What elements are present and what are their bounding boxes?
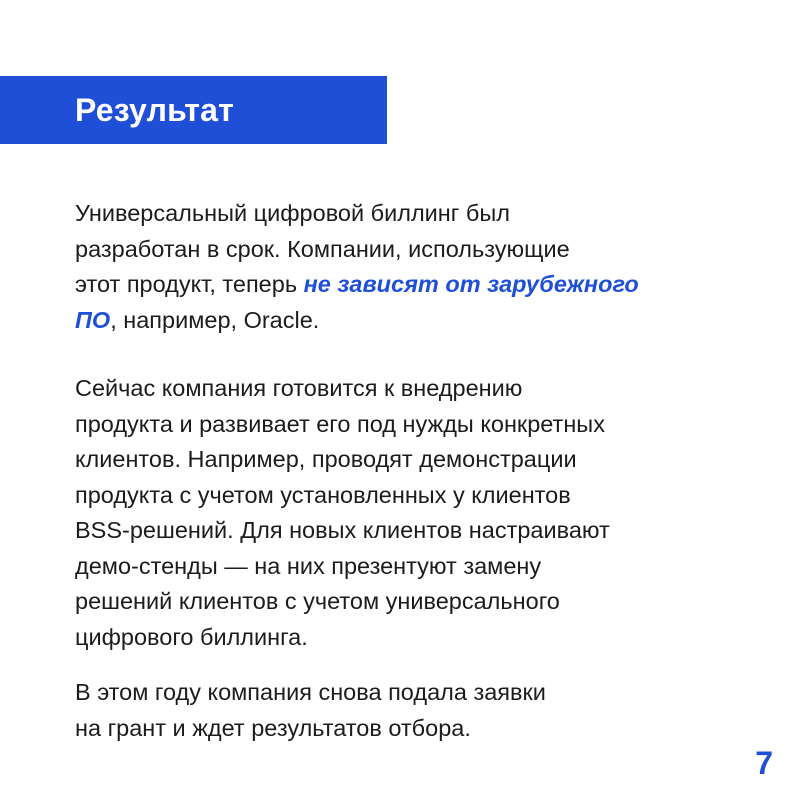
paragraph-line: Универсальный цифровой биллинг был xyxy=(75,200,510,226)
paragraph-line xyxy=(75,267,765,303)
paragraph-line: клиентов. Например, проводят демонстрации xyxy=(75,446,577,472)
page-number: 7 xyxy=(755,745,773,781)
paragraph-grant xyxy=(75,675,765,746)
paragraph-line: BSS-решений. Для новых клиентов настраивают xyxy=(75,517,610,543)
paragraph-line: продукта и развивает его под нужды конкретных xyxy=(75,410,605,437)
text-fragment: этот продукт, теперь xyxy=(75,271,304,297)
paragraph-line: В этом году компания снова подала заявки xyxy=(75,679,546,705)
paragraph-line: цифрового биллинга. xyxy=(75,623,308,650)
heading-banner xyxy=(0,76,387,144)
paragraph-line: продукта с учетом установленных у клиентов xyxy=(75,481,571,508)
paragraph-line: демо-стенды — на них презентуют замену xyxy=(75,552,542,579)
paragraph-line: разработан в срок. Компании, использующие xyxy=(75,235,570,262)
heading-title: Результат xyxy=(75,92,234,128)
paragraph-line: на грант и ждет результатов отбора. xyxy=(75,714,471,741)
paragraph-line: Сейчас компания готовится к внедрению xyxy=(75,375,523,401)
highlighted-text: не зависят от зарубежного xyxy=(303,271,639,297)
paragraph-line: решений клиентов с учетом универсального xyxy=(75,588,560,614)
text-fragment: , например, Oracle. xyxy=(110,306,320,333)
paragraph-current-work xyxy=(75,371,765,655)
paragraph-result-summary xyxy=(75,196,765,338)
highlighted-text: ПО xyxy=(75,306,111,333)
paragraph-line xyxy=(75,303,765,339)
